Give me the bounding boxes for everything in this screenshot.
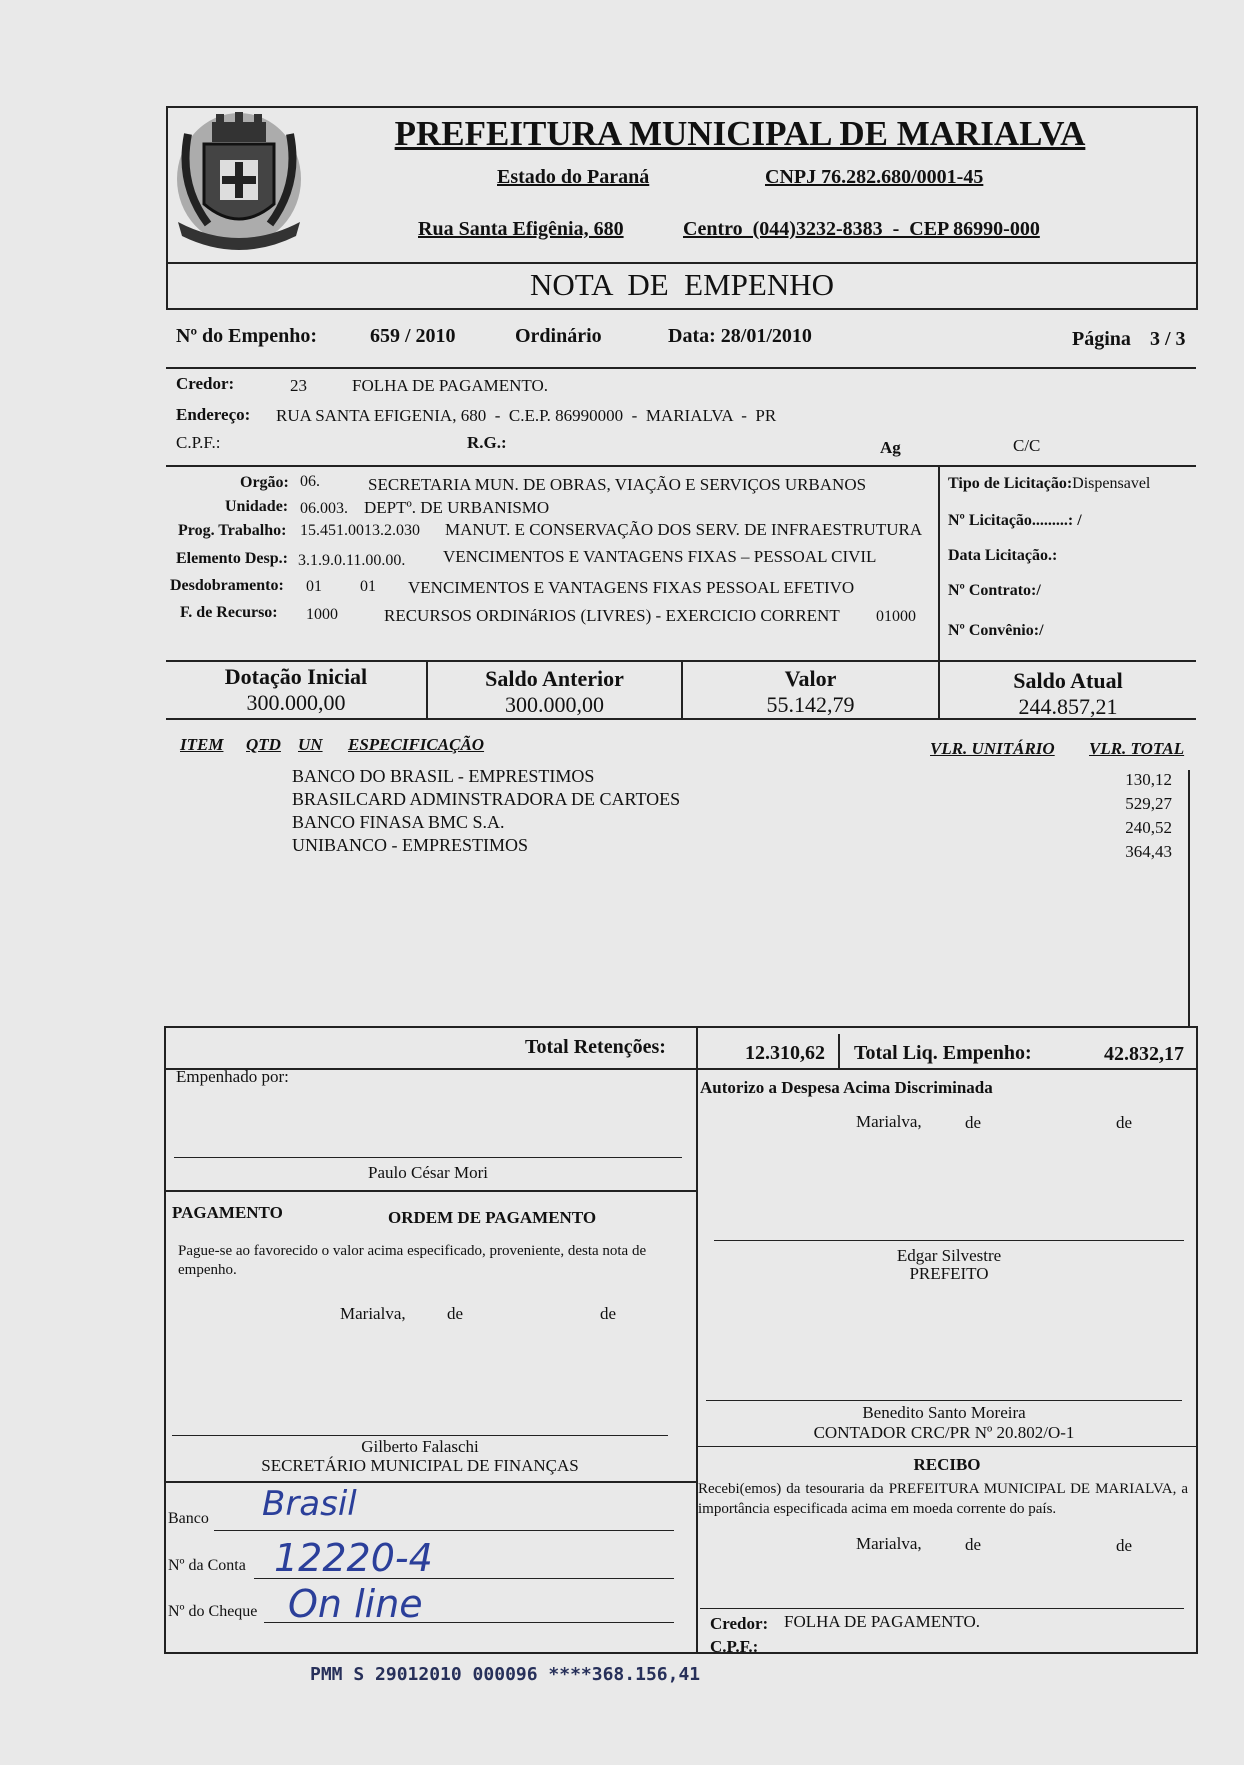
items-right-border (1188, 770, 1190, 1028)
col-valor-unitario: VLR. UNITÁRIO (930, 739, 1055, 758)
pagamento-de-1: de (447, 1304, 464, 1323)
pagamento-city: Marialva, (340, 1304, 406, 1323)
total-retencoes-value: 12.310,62 (745, 1042, 825, 1064)
orgao-code: 06. (300, 473, 320, 490)
contador-name: Benedito Santo Moreira (862, 1403, 1026, 1422)
elemento-desc: VENCIMENTOS E VANTAGENS FIXAS – PESSOAL CIVIL (443, 547, 877, 566)
saldo-atual-label: Saldo Atual (1013, 668, 1123, 693)
recurso-code: 1000 (306, 606, 338, 623)
elemento-code: 3.1.9.0.11.00.00. (298, 552, 406, 569)
recibo-cpf-label: C.P.F.: (710, 1637, 759, 1656)
prefeito-role: PREFEITO (909, 1264, 989, 1283)
recurso-label: F. de Recurso: (180, 604, 278, 621)
recibo-de-1: de (965, 1535, 982, 1554)
empenho-number-label: Nº do Empenho: (176, 325, 318, 347)
convenio-number: Nº Convênio:/ (948, 622, 1044, 639)
empenhado-por-label: Empenhado por: (176, 1067, 289, 1086)
banco-handwritten: Brasil (262, 1484, 357, 1524)
col-valor-total: VLR. TOTAL (1089, 739, 1185, 758)
valor-value: 55.142,79 (766, 692, 855, 717)
contrato-number: Nº Contrato:/ (948, 582, 1041, 599)
financas-role: SECRETÁRIO MUNICIPAL DE FINANÇAS (261, 1456, 579, 1475)
recibo-text: Recebi(emos) da tesouraria da PREFEITURA MUNICIPAL DE MARIALVA, a importância especificada acima em moeda corrente do país. (698, 1481, 1188, 1517)
budget-divider-vertical (938, 465, 940, 662)
recibo-credor-value: FOLHA DE PAGAMENTO. (784, 1612, 980, 1631)
recibo-city: Marialva, (856, 1534, 922, 1553)
prog-trabalho-label: Prog. Trabalho: (178, 522, 287, 539)
document-title: NOTA DE EMPENHO (529, 267, 835, 302)
col-especificacao: ESPECIFICAÇÃO (348, 735, 485, 754)
desdobramento-code-1: 01 (306, 578, 322, 595)
desdobramento-label: Desdobramento: (170, 577, 284, 594)
total-liquido-label: Total Liq. Empenho: (854, 1042, 1032, 1064)
prog-trabalho-code: 15.451.0013.2.030 (300, 522, 420, 539)
ag-label: Ag (880, 438, 901, 457)
item-row-4-total: 364,43 (1125, 842, 1172, 861)
saldo-dotacao-inicial (166, 664, 426, 716)
coat-of-arms-logo (168, 104, 310, 258)
totals-divider (838, 1034, 840, 1070)
cc-label: C/C (1013, 436, 1041, 455)
saldo-valor (683, 666, 938, 718)
item-row-1-desc: BANCO DO BRASIL - EMPRESTIMOS (292, 766, 595, 786)
page-label: Página (1072, 328, 1131, 350)
banco-label: Banco (168, 1510, 209, 1527)
pagamento-de-2: de (600, 1304, 617, 1323)
empenhado-signature-line (174, 1157, 682, 1158)
conta-label: Nº da Conta (168, 1557, 246, 1574)
tipo-licitacao-value: Dispensavel (1072, 475, 1151, 492)
recibo-title: RECIBO (913, 1455, 981, 1474)
tipo-licitacao-label (948, 475, 1150, 493)
credor-address: RUA SANTA EFIGENIA, 680 - C.E.P. 86990000 - MARIALVA - PR (276, 406, 777, 425)
empenho-date: Data: 28/01/2010 (668, 325, 812, 347)
recurso-number: 01000 (876, 608, 916, 625)
recurso-desc: RECURSOS ORDINáRIOS (LIVRES) - EXERCICIO CORRENT (384, 606, 840, 625)
empenho-type: Ordinário (515, 325, 602, 347)
pagamento-bottom-line (164, 1481, 698, 1483)
pagamento-label: PAGAMENTO (172, 1203, 283, 1222)
dotacao-inicial-value: 300.000,00 (246, 690, 346, 715)
col-item: ITEM (180, 735, 224, 754)
recibo-de-2: de (1116, 1536, 1133, 1555)
totals-bottom-line (164, 1068, 1198, 1070)
empenho-number: 659 / 2010 (370, 325, 456, 347)
pagamento-text: Pague-se ao favorecido o valor acima especificado, proveniente, desta nota de empenho. (178, 1243, 647, 1278)
address-field-label: Endereço: (176, 405, 251, 424)
item-row-2-desc: BRASILCARD ADMINSTRADORA DE CARTOES (292, 789, 681, 809)
unidade-label: Unidade: (225, 498, 289, 515)
conta-handwritten: 12220-4 (274, 1536, 433, 1580)
cheque-label: Nº do Cheque (168, 1603, 258, 1620)
credor-label: Credor: (176, 374, 235, 393)
recibo-signature-line (700, 1608, 1184, 1609)
autorizo-de-1: de (965, 1113, 982, 1132)
desdobramento-code-2: 01 (360, 578, 376, 595)
credor-divider (166, 465, 1196, 467)
empenho-divider (166, 367, 1196, 369)
licitacao-number: Nº Licitação.........: / (948, 512, 1082, 529)
empenhado-signer: Paulo César Mori (368, 1163, 488, 1182)
address-rest-label: Centro (044)3232-8383 - CEP 86990-000 (683, 218, 1040, 240)
orgao-label: Orgão: (240, 474, 289, 491)
saldo-atual-value: 244.857,21 (1018, 694, 1118, 719)
elemento-label: Elemento Desp.: (176, 550, 288, 567)
saldo-anterior-value: 300.000,00 (505, 692, 604, 717)
desdobramento-desc: VENCIMENTOS E VANTAGENS FIXAS PESSOAL EFETIVO (408, 578, 855, 597)
total-liquido-value: 42.832,17 (1104, 1043, 1184, 1065)
recibo-top-line (696, 1446, 1198, 1447)
state-label: Estado do Paraná (497, 166, 650, 188)
recibo-credor-label: Credor: (710, 1614, 769, 1633)
unidade-desc: DEPTº. DE URBANISMO (364, 498, 550, 517)
pagamento-signature-line (172, 1435, 668, 1436)
banco-line (214, 1530, 674, 1531)
credor-code: 23 (290, 376, 307, 395)
empenhado-bottom-line (164, 1190, 698, 1192)
ordem-pagamento-label: ORDEM DE PAGAMENTO (388, 1208, 597, 1227)
saldo-atual (940, 668, 1196, 720)
bank-authentication-stamp: PMM S 29012010 000096 ****368.156,41 (310, 1664, 701, 1685)
valor-label: Valor (784, 666, 837, 691)
item-row-3-desc: BANCO FINASA BMC S.A. (292, 812, 505, 832)
tipo-licitacao-text: Tipo de Licitação: (948, 475, 1073, 492)
municipality-title: PREFEITURA MUNICIPAL DE MARIALVA (394, 114, 1086, 153)
autorizo-de-2: de (1116, 1113, 1133, 1132)
col-un: UN (298, 735, 323, 754)
rg-label: R.G.: (467, 433, 507, 452)
item-row-2-total: 529,27 (1125, 794, 1172, 813)
item-row-3-total: 240,52 (1125, 818, 1172, 837)
unidade-code: 06.003. (300, 500, 348, 517)
cheque-handwritten: On line (288, 1582, 423, 1626)
item-row-1-total: 130,12 (1125, 770, 1172, 789)
col-qtd: QTD (246, 735, 281, 754)
lower-form-middle-divider (696, 1026, 698, 1654)
saldo-anterior (428, 666, 681, 718)
licitacao-date: Data Licitação.: (948, 547, 1058, 564)
credor-name: FOLHA DE PAGAMENTO. (352, 376, 548, 395)
contador-role: CONTADOR CRC/PR Nº 20.802/O-1 (813, 1423, 1075, 1442)
cnpj-label: CNPJ 76.282.680/0001-45 (765, 166, 984, 188)
total-retencoes-label: Total Retenções: (525, 1036, 666, 1058)
saldo-anterior-label: Saldo Anterior (485, 666, 624, 691)
autorizo-signature-line (714, 1240, 1184, 1241)
item-row-4-desc: UNIBANCO - EMPRESTIMOS (292, 835, 529, 855)
address-label: Rua Santa Efigênia, 680 (418, 218, 624, 240)
prefeito-name: Edgar Silvestre (896, 1246, 1002, 1265)
cpf-label: C.P.F.: (176, 433, 221, 452)
autorizo-title: Autorizo a Despesa Acima Discriminada (700, 1078, 993, 1097)
orgao-desc: SECRETARIA MUN. DE OBRAS, VIAÇÃO E SERVIÇOS URBANOS (368, 475, 867, 494)
financas-signer: Gilberto Falaschi (361, 1437, 479, 1456)
contador-signature-line (706, 1400, 1182, 1401)
dotacao-inicial-label: Dotação Inicial (224, 664, 368, 689)
page-number: 3 / 3 (1150, 328, 1186, 350)
prog-trabalho-desc: MANUT. E CONSERVAÇÃO DOS SERV. DE INFRAESTRUTURA (445, 520, 923, 539)
autorizo-city: Marialva, (856, 1112, 922, 1131)
